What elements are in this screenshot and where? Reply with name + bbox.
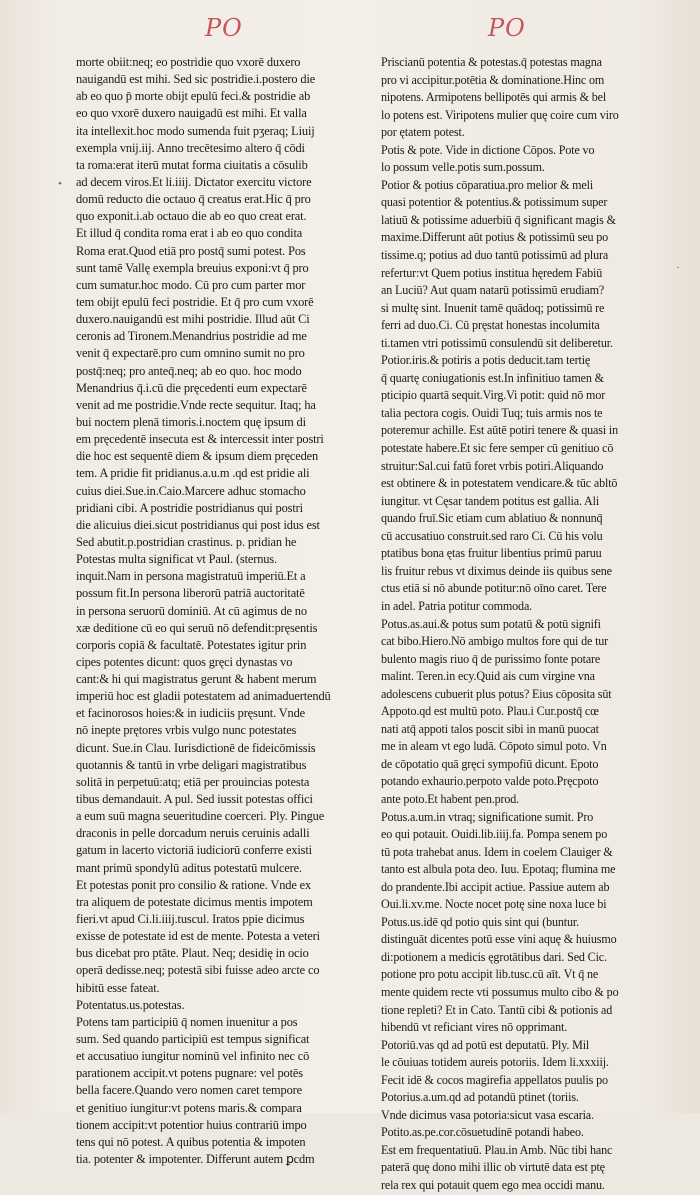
text-line: exempla vnij.iij. Anno trecētesimo altero q̄ cōdi xyxy=(76,140,305,155)
text-line: le cōuiuas totidem aureis potoriis. Idem li.xxxiij. xyxy=(381,1055,609,1070)
text-line: postq̄:neq; pro anteq̄.neq; ab eo quo. hoc modo xyxy=(76,363,302,378)
text-line: refertur:vt Quem potius institua hęredem Fabiū xyxy=(381,265,603,280)
text-line: et facinorosos hoies:& in iudiciis pręsunt. Vnde xyxy=(76,706,305,721)
text-line: lis fruitur rebus vt diximus deinde iis quibus sene xyxy=(381,563,612,578)
text-line: in adel. Patria potitur commoda. xyxy=(381,598,533,613)
text-line: corporis copiā & facultatē. Potestates igitur prin xyxy=(76,637,307,652)
text-line: Potorius.a.um.qd ad potandū ptinet (toriis. xyxy=(381,1090,579,1105)
text-line: ante poto.Et habent pen.prod. xyxy=(381,791,520,806)
text-line: lo potens est. Viripotens mulier quę coire cum viro xyxy=(381,107,619,122)
text-line: por ętatem potest. xyxy=(381,125,465,140)
text-line: me in aleam vt ego ludā. Cōpoto simul poto. Vn xyxy=(381,739,607,754)
text-line: Potestas multa significat vt Paul. (sternus. xyxy=(76,552,277,567)
text-line: cat bibo.Hiero.Nō ambigo multos fore qui de tur xyxy=(381,634,609,649)
text-line: Potis & pote. Vide in dictione Cōpos. Pote vo xyxy=(381,142,595,157)
text-line: pridiani cibi. A postridie postridianus qui postri xyxy=(76,500,303,515)
text-line: Potus.us.idē qd potio quis sint qui (buntur. xyxy=(381,914,580,929)
text-line: tens qui nō potest. A quibus potentia & impoten xyxy=(76,1134,306,1149)
text-column-left xyxy=(76,54,372,1166)
text-line: operā dedisse.neq; potestā sibi fuisse adeo arcte co xyxy=(76,963,320,978)
text-line: sunt tamē Vallę exempla breuius exponi:vt q̄ pro xyxy=(76,260,309,275)
text-line: die hoc est sequentē diem & ipsum diem pręceden xyxy=(76,449,319,464)
text-line: nati atq̄ appoti talos poscit sibi in manū puocat xyxy=(381,721,599,736)
text-line: potando exhaurio.perpoto valde poto.Pręcpoto xyxy=(381,774,599,789)
text-column-right xyxy=(381,54,677,1192)
text-line: nō inepte prętores vrbis vulgo nunc potestates xyxy=(76,723,297,738)
text-line: tibus demandauit. A pul. Sed iussit potestas offici xyxy=(76,792,313,807)
text-line: draconis in pelle dorcadum neruis ceruinis adalli xyxy=(76,826,310,841)
text-line: et genitiuo iungitur:vt potens maris.& compara xyxy=(76,1100,302,1115)
text-line: imperiū hoc est gladii potestatem ad animaduertendū xyxy=(76,689,331,704)
text-line: ferri ad duo.Ci. Cū pręstat honestas incolumita xyxy=(381,318,600,333)
text-line: nauigandū est mihi. Sed sic postridie.i.postero die xyxy=(76,72,316,87)
text-line: Sed abutit.p.postridian crastinus. p. pridian he xyxy=(76,534,297,549)
text-line: solitā in perpetuū:atq; etiā per prouincias potesta xyxy=(76,774,310,789)
text-line: Et illud q̄ condita roma erat i ab eo quo condita xyxy=(76,226,303,241)
text-line: maxime.Differunt aūt potius & potissimū seu po xyxy=(381,230,609,245)
text-line: talia pectora cogis. Ouidi Tuq; tuis armis nos te xyxy=(381,405,603,420)
text-line: Potens tam participiū q̄ nomen inuenitur a pos xyxy=(76,1014,298,1029)
text-line: domū reducto die octauo q̄ creatus erat.Hic q̄ pro xyxy=(76,192,311,207)
text-line: ctus etiā si nō abunde potitur:nō oīno caret. Tere xyxy=(381,581,607,596)
text-line: duxero.nauigandū est mihi postridie. Illud aūt Ci xyxy=(76,312,310,327)
text-line: eo quo vxorē duxero nauigadū est mihi. Et valla xyxy=(76,106,307,121)
text-line: tanto est albula pota deo. Iuu. Epotaq; flumina me xyxy=(381,862,616,877)
text-line: Potus.as.aui.& potus sum potatū & potū signifi xyxy=(381,616,601,631)
text-line: Et potestas ponit pro consilio & ratione. Vnde ex xyxy=(76,877,312,892)
text-line: pro vi accipitur.potētia & dominatione.Hinc om xyxy=(381,72,605,87)
text-line: Potior & potius cōparatiua.pro melior & meli xyxy=(381,177,594,192)
text-line: hibendū vt reficiant vires nō opprimant. xyxy=(381,1020,568,1035)
text-line: Menandrius q̄.i.cū die pręcedenti eum expectarē xyxy=(76,380,307,395)
text-line: in persona seruorū dominiū. At cū agimus de no xyxy=(76,603,307,618)
text-line: potione pro potu accipit lib.tusc.cū aīt. Vt q̄ ne xyxy=(381,967,599,982)
text-line: bulento magis riuo q̄ de purissimo fonte potare xyxy=(381,651,601,666)
text-line: de cōpotatio quā gręci sympofiū dicunt. Epoto xyxy=(381,756,599,771)
text-line: venit q̄ expectarē.pro cum omnino sumit no pro xyxy=(76,346,305,361)
running-head-right: PO xyxy=(488,14,526,42)
text-line: cant:& hi qui magistratus gerunt & habent merum xyxy=(76,672,317,687)
text-line: nipotens. Armipotens bellipotēs qui armis & bel xyxy=(381,90,607,105)
text-line: ptatibus bona ętas fruitur libentius primū paruu xyxy=(381,546,602,561)
text-line: Priscianū potentia & potestas.q̄ potestas magna xyxy=(381,55,602,69)
text-line: distinguāt dicentes potū esse vini aquę & huiusmo xyxy=(381,932,617,947)
text-line: Potito.as.pe.cor.cōsuetudinē potandi habeo. xyxy=(381,1125,584,1140)
text-line: sum. Sed quando participiū est tempus significat xyxy=(76,1032,310,1047)
text-line: tra aliquem de potestate dicimus mentis impotem xyxy=(76,894,313,909)
text-line: tionem accipit:vt potentior huius contrariū impo xyxy=(76,1117,307,1132)
text-line: est obtinere & in potestatem vendicare.& tūc abltō xyxy=(381,476,618,491)
text-line: morte obiit:neq; eo postridie quo vxorē duxero xyxy=(76,55,301,69)
text-line: ta roma:erat iterū mutat forma ciuitatis a cōsulib xyxy=(76,157,308,172)
text-line: quo exponit.i.ab octauo die ab eo quo creat erat. xyxy=(76,209,307,224)
text-line: bus dicebat pro ptāte. Plaut. Neq; desidię in ocio xyxy=(76,946,309,961)
text-line: exisse de potestate id est de mente. Potesta a veteri xyxy=(76,929,320,944)
text-line: tem. A pridie fit pridianus.a.u.m .qd est pridie ali xyxy=(76,466,310,481)
text-line: struitur:Sal.cui fatū foret vrbis potiri.Aliquando xyxy=(381,458,604,473)
text-line: dicunt. Sue.in Clau. Iurisdictionē de fideicōmissis xyxy=(76,740,316,755)
text-line: pticipio quartā sequit.Virg.Vi potit: quid nō mor xyxy=(381,388,606,403)
text-line: gatum in lacerto victoriā iudiciorū conferre existi xyxy=(76,843,312,858)
text-line: Est em frequentatiuū. Plau.in Amb. Nūc tibi hanc xyxy=(381,1142,613,1157)
text-line: bella facere.Quando vero nomen caret tempore xyxy=(76,1083,302,1098)
text-line: Potoriū.vas qd ad potū est deputatū. Ply. Mil xyxy=(381,1037,590,1052)
text-line: quasi potentior & potentius.& potissimum super xyxy=(381,195,608,210)
text-line: mant primū spondylū aditus potestatū mulcere. xyxy=(76,860,302,875)
text-line: cuius diei.Sue.in.Caio.Marcere adhuc stomacho xyxy=(76,483,306,498)
text-line: potestate habere.Et sic fere semper cū genitiuo cō xyxy=(381,441,614,456)
text-line: possum fit.In persona liberorū patriā auctoritatē xyxy=(76,586,305,601)
text-line: et accusatiuo iungitur nominū vel infinito nec cō xyxy=(76,1049,310,1064)
text-line: xæ deditione cū eo qui seruū nō defendit:pręsentis xyxy=(76,620,318,635)
text-line: lo possum velle.potis sum.possum. xyxy=(381,160,545,175)
text-line: venit ad me postridie.Vnde recte sequitur. Itaq; ha xyxy=(76,397,316,412)
text-line: an Luciū? Aut quam natarū potissimū erudiam? xyxy=(381,283,605,298)
text-line: paterā quę dono mihi illic ob virtutē data est ptę xyxy=(381,1160,605,1175)
text-line: fieri.vt apud Ci.li.iiij.tuscul. Iratos ppie dicimus xyxy=(76,912,305,927)
text-line: inquit.Nam in persona magistratuū imperiū.Et a xyxy=(76,569,306,584)
text-line: ti.tamen vtri potissimū consulendū sit deliberetur. xyxy=(381,335,613,350)
text-line: di:potionem a medicis ęgrotātibus dari. Sed Cic. xyxy=(381,949,607,964)
text-line: latiuū & potissime aduerbiū q̄ significant magis & xyxy=(381,212,616,227)
text-line: cū accusatiuo construit.sed raro Ci. Cū his volu xyxy=(381,528,603,543)
text-line: Potentatus.us.potestas. xyxy=(76,997,185,1012)
text-line: rela rex qui potauit quem ego mea occidi manu. xyxy=(381,1178,605,1192)
text-line: poteremur achille. Est aūtē potiri tenere & quasi in xyxy=(381,423,619,438)
text-line: die alicuius diei.sicut postridianus qui post idus est xyxy=(76,517,320,532)
text-line: quotannis & tantū in vrbe deligari magistratibus xyxy=(76,757,307,772)
text-line: iungitur. vt Cęsar tandem potitus est gallia. Ali xyxy=(381,493,600,508)
text-line: eo qui potauit. Ouidi.lib.iiij.fa. Pompa senem po xyxy=(381,827,608,842)
text-line: quando fruī.Sic etiam cum ablatiuo & nonnunq̄ xyxy=(381,511,603,526)
text-line: Fecit idē & cocos magirefia appellatos puulis po xyxy=(381,1072,608,1087)
text-line: malint. Teren.in ecy.Quid ais cum virgine vna xyxy=(381,669,595,684)
text-line: Potior.iris.& potiris a potis deducit.tam tertię xyxy=(381,353,591,368)
text-line: q̄ quartę coniugationis est.In infinitiuo tamen & xyxy=(381,370,604,385)
text-line: ab eo quo p̄ morte obijt epulū feci.& postridie ab xyxy=(76,89,311,104)
text-line: adolescens cubuerit plus potus? Eius cōposita sūt xyxy=(381,686,612,701)
text-line: tissime.q; potius ad duo tantū potissimū ad plura xyxy=(381,248,609,263)
margin-mark-left: • xyxy=(58,178,62,190)
text-line: ita intellexit.hoc modo sumenda fuit pʒeraq; Liuij xyxy=(76,123,315,138)
running-head-left: PO xyxy=(205,14,243,42)
text-line: tem obijt epulū feci postridie. Et q̄ pro cum vxorē xyxy=(76,294,314,309)
text-line: Appoto.qd est multū poto. Plau.i Cur.postq̄ cœ xyxy=(381,704,599,719)
text-line: Oui.li.xv.me. Nocte nocet potę sine noxa luce bi xyxy=(381,897,607,912)
text-line: hibitū esse fateat. xyxy=(76,980,160,995)
text-line: cum sumatur.hoc modo. Cū pro cum parter mor xyxy=(76,277,306,292)
text-line: em pręcedentē insecuta est & intercessit inter postri xyxy=(76,432,324,447)
text-line: si multę sint. Inuenit tamē quādoq; potissimū re xyxy=(381,300,605,315)
text-line: parationem accipit.vt potens pugnare: vel potēs xyxy=(76,1066,303,1081)
text-line: ceronis ad Tironem.Menandrius postridie ad me xyxy=(76,329,307,344)
text-line: Vnde dicimus vasa potoria:sicut vasa escaria. xyxy=(381,1107,594,1122)
text-line: Potus.a.um.in vtraq; significatione sumit. Pro xyxy=(381,809,594,824)
text-line: tū pota trahebat anus. Idem in coelem Clauiger & xyxy=(381,844,613,859)
text-line: cipes potentes dicunt: quos gręci dynastas vo xyxy=(76,654,293,669)
text-line: tione repleti? Et in Cato. Tantū cibi & potionis ad xyxy=(381,1002,613,1017)
text-line: mente quidem recte vti possumus multo cibo & po xyxy=(381,984,619,999)
text-line: bui noctem plenā timoris.i.noctem quę ipsum di xyxy=(76,414,306,429)
text-line: a eum suū magna seueritudine coerceri. Ply. Pingue xyxy=(76,809,325,824)
text-line: ad decem viros.Et li.iiij. Dictator exercitu victore xyxy=(76,174,312,189)
text-line: Roma erat.Quod etiā pro postq̄ sumi potest. Pos xyxy=(76,243,306,258)
margin-mark-right: · xyxy=(676,262,680,274)
text-line: tia. potenter & impotenter. Differunt autem ꝑcdm xyxy=(76,1152,315,1166)
text-line: do prandente.Ibi accipit actiue. Passiue autem ab xyxy=(381,879,610,894)
